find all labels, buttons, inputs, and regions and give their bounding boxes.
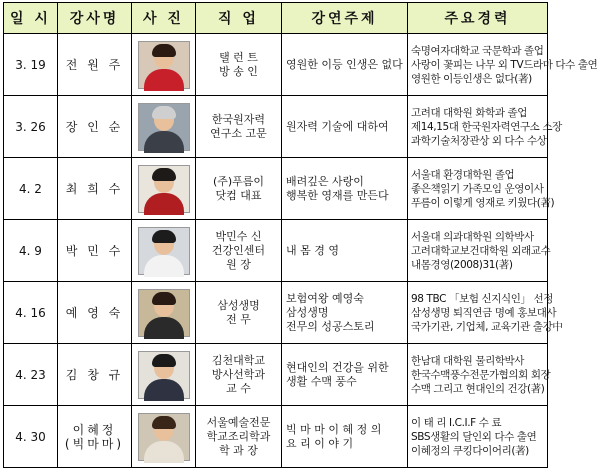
topic-cell bbox=[282, 96, 408, 158]
job-line: 박민수 신 bbox=[215, 229, 262, 243]
career-line: 내몸경영(2008)31(著) bbox=[411, 258, 513, 271]
header-career: 주요경력 bbox=[408, 3, 548, 34]
topic-line: 생활 수맥 풍수 bbox=[286, 374, 357, 388]
speaker-photo bbox=[138, 103, 190, 151]
speaker-photo bbox=[138, 165, 190, 213]
table-row bbox=[4, 406, 548, 468]
job-line: 방 송 인 bbox=[219, 64, 258, 78]
header-job: 직 업 bbox=[196, 3, 282, 34]
photo-cell bbox=[132, 158, 196, 220]
job-cell bbox=[196, 220, 282, 282]
topic-cell bbox=[282, 344, 408, 406]
job-line: 건강인센터 bbox=[211, 243, 266, 257]
career-line: 좋은책읽기 가족모임 운영이사 bbox=[411, 182, 544, 195]
table-body bbox=[4, 34, 597, 468]
career-cell bbox=[408, 282, 563, 344]
topic-line: 빅 마 마 이 혜 정 의 bbox=[286, 422, 382, 436]
table-row bbox=[4, 96, 548, 158]
topic-cell bbox=[282, 34, 408, 96]
career-line: 국가기관, 기업체, 교육기관 출강中 bbox=[411, 320, 563, 333]
photo-body-shape bbox=[144, 131, 184, 153]
job-line: 방사선학과 bbox=[211, 367, 266, 381]
photo-body-shape bbox=[144, 441, 184, 463]
date-cell: 4. 16 bbox=[4, 282, 58, 344]
speaker-name-cell bbox=[58, 220, 132, 282]
job-line: 김천대학교 bbox=[211, 353, 266, 367]
job-line: 닷컴 대표 bbox=[215, 188, 262, 202]
job-line: 삼성생명 bbox=[217, 298, 260, 312]
photo-hair-shape bbox=[152, 354, 176, 367]
speaker-photo bbox=[138, 227, 190, 275]
career-line: 98 TBC 「보험 신지식인」 선정 bbox=[411, 292, 554, 305]
career-line: 삼성생명 퇴직연금 명예 홍보대사 bbox=[411, 306, 557, 319]
speaker-name-cell bbox=[58, 158, 132, 220]
job-line: 연구소 고문 bbox=[210, 126, 267, 140]
header-date: 일 시 bbox=[4, 3, 58, 34]
job-line: 교 수 bbox=[226, 381, 251, 395]
career-cell bbox=[408, 220, 551, 282]
photo-hair-shape bbox=[152, 230, 176, 243]
speaker-photo bbox=[138, 41, 190, 89]
date-cell: 4. 30 bbox=[4, 406, 58, 468]
job-cell bbox=[196, 282, 282, 344]
job-line: 탤 런 트 bbox=[219, 50, 258, 64]
topic-line: 보험여왕 예영숙 bbox=[286, 291, 364, 305]
career-cell bbox=[408, 96, 562, 158]
job-cell bbox=[196, 34, 282, 96]
date-cell: 4. 9 bbox=[4, 220, 58, 282]
career-line: 한국수맥풍수전문가협의회 회장 bbox=[411, 368, 551, 381]
header-photo: 사 진 bbox=[132, 3, 196, 34]
career-cell bbox=[408, 34, 597, 96]
job-line: 전 무 bbox=[226, 312, 251, 326]
speaker-name-line: 장 인 순 bbox=[65, 119, 124, 134]
career-line: 고려대 대학원 화학과 졸업 bbox=[411, 106, 527, 119]
speaker-name-line: (빅마마) bbox=[64, 436, 125, 451]
date-cell: 4. 2 bbox=[4, 158, 58, 220]
speaker-photo bbox=[138, 351, 190, 399]
career-line: SBS생활의 달인외 다수 출연 bbox=[411, 430, 537, 443]
lecture-schedule-table bbox=[3, 2, 597, 468]
date-cell: 3. 26 bbox=[4, 96, 58, 158]
career-cell bbox=[408, 344, 551, 406]
topic-cell bbox=[282, 158, 408, 220]
job-line: 학교조리학과 bbox=[206, 429, 271, 443]
photo-cell bbox=[132, 220, 196, 282]
photo-hair-shape bbox=[152, 44, 176, 57]
table-row bbox=[4, 220, 548, 282]
topic-line: 원자력 기술에 대하여 bbox=[286, 119, 389, 133]
topic-line: 요 리 이 야 기 bbox=[286, 436, 354, 450]
job-line: 서울예술전문 bbox=[206, 415, 271, 429]
photo-cell bbox=[132, 96, 196, 158]
speaker-photo bbox=[138, 289, 190, 337]
table-row bbox=[4, 34, 548, 96]
job-cell bbox=[196, 406, 282, 468]
photo-body-shape bbox=[144, 193, 184, 215]
job-line: (주)푸름이 bbox=[212, 174, 265, 188]
photo-body-shape bbox=[144, 317, 184, 339]
photo-cell bbox=[132, 282, 196, 344]
photo-hair-shape bbox=[152, 168, 176, 181]
job-cell bbox=[196, 96, 282, 158]
career-cell bbox=[408, 406, 548, 468]
table-row bbox=[4, 282, 548, 344]
job-cell bbox=[196, 158, 282, 220]
speaker-name-line: 이혜정 bbox=[72, 422, 117, 437]
career-line: 과학기술처장관상 외 다수 수상 bbox=[411, 134, 547, 147]
topic-cell bbox=[282, 282, 408, 344]
photo-hair-shape bbox=[152, 416, 176, 429]
job-cell bbox=[196, 344, 282, 406]
topic-line: 삼성생명 bbox=[286, 305, 329, 319]
career-line: 푸름이 이렇게 영재로 키웠다(著) bbox=[411, 196, 555, 209]
speaker-name-cell bbox=[58, 34, 132, 96]
photo-hair-shape bbox=[152, 106, 176, 119]
topic-line: 현대인의 건강을 위한 bbox=[286, 360, 389, 374]
photo-cell bbox=[132, 344, 196, 406]
career-line: 숙명여자대학교 국문학과 졸업 bbox=[411, 44, 544, 57]
speaker-name-cell bbox=[58, 282, 132, 344]
topic-line: 전무의 성공스토리 bbox=[286, 319, 375, 333]
career-line: 고려대학교보건대학원 외래교수 bbox=[411, 244, 551, 257]
topic-cell bbox=[282, 220, 408, 282]
topic-line: 내 몸 경 영 bbox=[286, 243, 339, 257]
career-line: 한남대 대학원 물리학박사 bbox=[411, 354, 525, 367]
photo-body-shape bbox=[144, 69, 184, 91]
speaker-photo bbox=[138, 413, 190, 461]
speaker-name-line: 최 희 수 bbox=[65, 181, 124, 196]
career-line: 영원한 이등인생은 없다(著) bbox=[411, 72, 532, 85]
career-line: 이 태 리 I.C.I.F 수 료 bbox=[411, 416, 502, 429]
photo-hair-shape bbox=[152, 292, 176, 305]
date-cell: 3. 19 bbox=[4, 34, 58, 96]
career-line: 서울대 환경대학원 졸업 bbox=[411, 168, 515, 181]
topic-line: 배려깊은 사랑이 bbox=[286, 174, 364, 188]
career-line: 제14,15대 한국원자력연구소 소장 bbox=[411, 120, 562, 133]
header-speaker: 강사명 bbox=[58, 3, 132, 34]
speaker-name-line: 예 영 숙 bbox=[65, 305, 124, 320]
table-row bbox=[4, 344, 548, 406]
topic-line: 행복한 영재를 만든다 bbox=[286, 188, 389, 202]
career-cell bbox=[408, 158, 555, 220]
date-cell: 4. 23 bbox=[4, 344, 58, 406]
job-line: 한국원자력 bbox=[211, 112, 266, 126]
photo-body-shape bbox=[144, 255, 184, 277]
lecture-schedule-sheet bbox=[3, 2, 597, 457]
career-line: 서울대 의과대학원 의학박사 bbox=[411, 230, 534, 243]
speaker-name-line: 박 민 수 bbox=[65, 243, 124, 258]
photo-body-shape bbox=[144, 379, 184, 401]
photo-cell bbox=[132, 406, 196, 468]
career-line: 사랑이 꽃피는 나무 외 TV드라마 다수 출연 bbox=[411, 58, 597, 71]
speaker-name-cell bbox=[58, 344, 132, 406]
career-line: 수맥 그리고 현대인의 건강(著) bbox=[411, 382, 545, 395]
speaker-name-cell bbox=[58, 96, 132, 158]
photo-cell bbox=[132, 34, 196, 96]
job-line: 학 과 장 bbox=[219, 443, 258, 457]
table-row bbox=[4, 158, 548, 220]
header-topic: 강연주제 bbox=[282, 3, 408, 34]
speaker-name-cell bbox=[58, 406, 132, 468]
career-line: 이혜정의 쿠킹다이어리(著) bbox=[411, 444, 529, 457]
topic-line: 영원한 이등 인생은 없다 bbox=[286, 57, 403, 71]
header-row bbox=[4, 3, 548, 34]
speaker-name-line: 전 원 주 bbox=[65, 57, 124, 72]
topic-cell bbox=[282, 406, 408, 468]
speaker-name-line: 김 창 규 bbox=[65, 367, 124, 382]
job-line: 원 장 bbox=[226, 257, 251, 271]
